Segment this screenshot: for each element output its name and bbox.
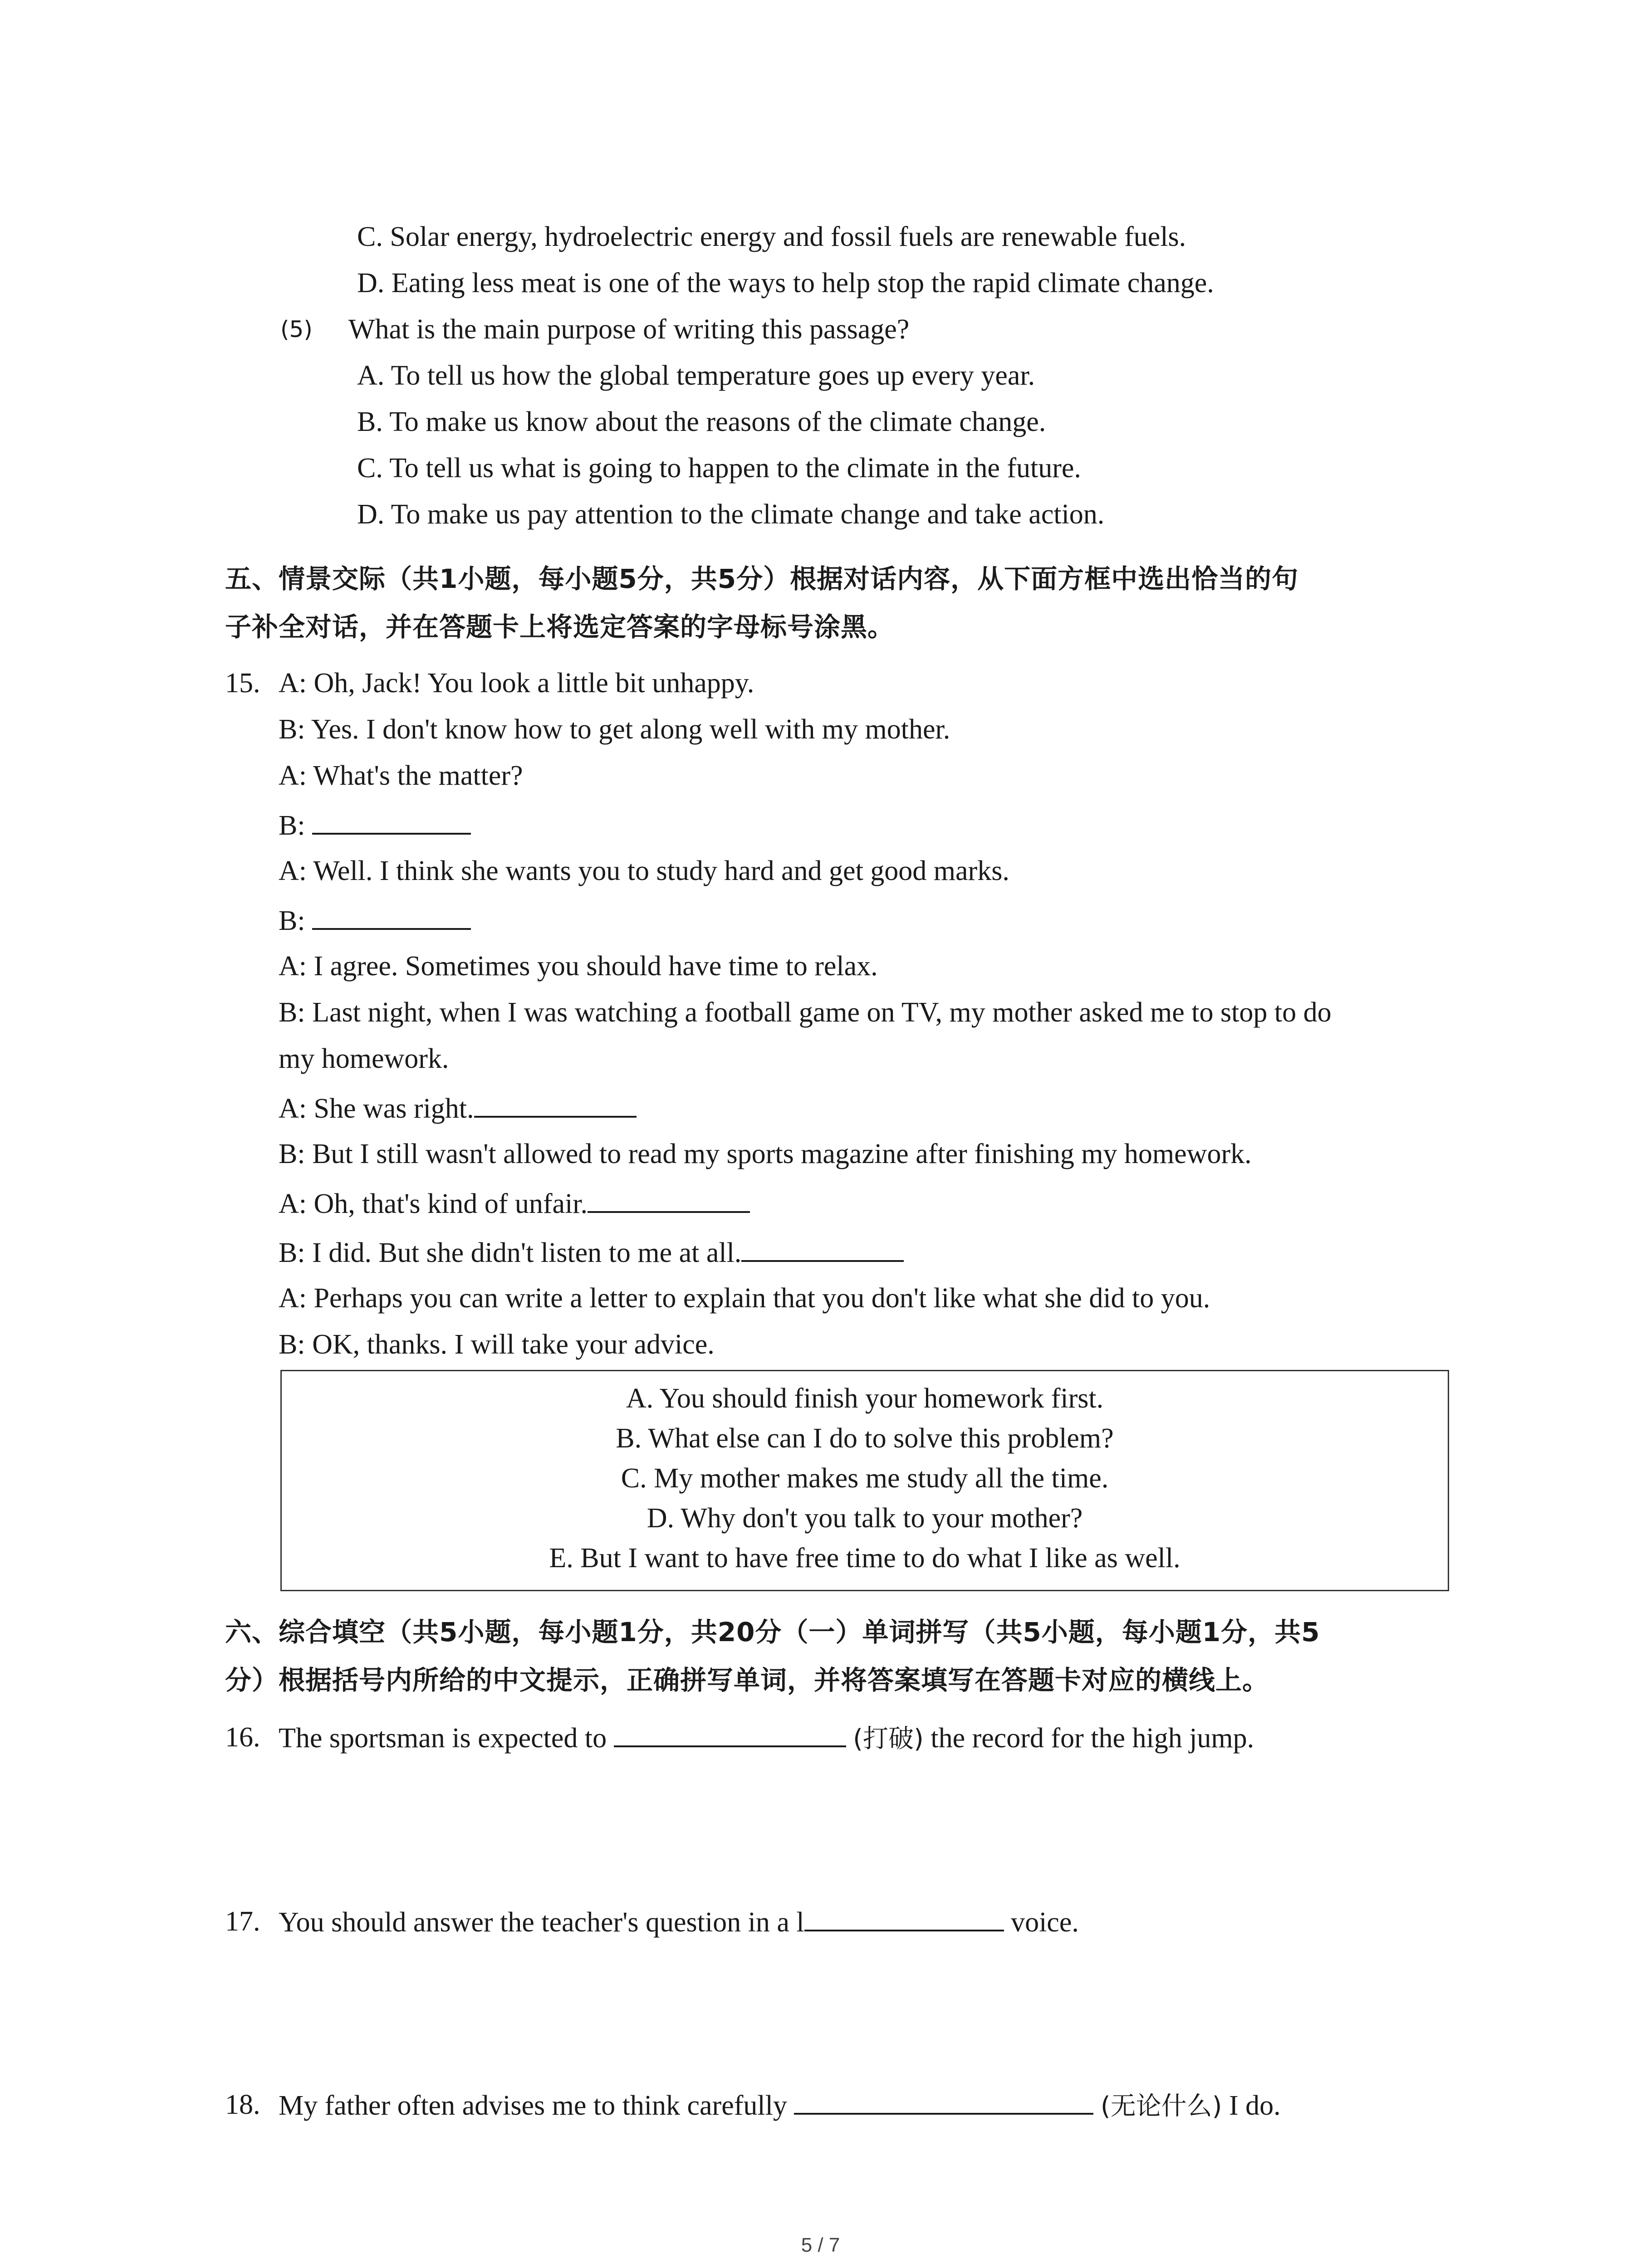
q15-line-12	[279, 1185, 750, 1222]
q14-option-d: D. Eating less meat is one of the ways to help stop the rapid climate change.	[357, 268, 1214, 298]
q15-line-8: B: Last night, when I was watching a football game on TV, my mother asked me to stop to do	[279, 997, 1332, 1028]
q16-number: 16.	[225, 1722, 260, 1753]
answer-blank-1[interactable]	[312, 807, 471, 835]
q15-number: 15.	[225, 668, 260, 699]
q15-line-15: B: OK, thanks. I will take your advice.	[279, 1329, 715, 1360]
q15-line-10	[279, 1090, 637, 1127]
q15-line-6-text: B:	[279, 905, 313, 936]
q14-sub5-option-d: D. To make us pay attention to the climate change and take action.	[357, 499, 1105, 530]
q14-sub5-option-b: B. To make us know about the reasons of the climate change.	[357, 406, 1046, 437]
q15-option-c: C. My mother makes me study all the time.	[621, 1463, 1109, 1494]
q15-line-3: A: What's the matter?	[279, 760, 523, 791]
q14-sub5-question: What is the main purpose of writing this passage?	[348, 314, 910, 345]
q18-answer-blank[interactable]	[794, 2087, 1093, 2115]
page-number: 5 / 7	[801, 2234, 840, 2256]
q15-line-13-text: B: I did. But she didn't listen to me at all.	[279, 1237, 742, 1268]
q15-line-7: A: I agree. Sometimes you should have time to relax.	[279, 951, 878, 982]
q18-text-before: My father often advises me to think carefully	[279, 2090, 794, 2121]
q17-text-after: voice.	[1004, 1907, 1079, 1938]
q16-text	[279, 1719, 1254, 1757]
q15-line-13	[279, 1234, 904, 1271]
answer-blank-2[interactable]	[312, 902, 471, 930]
q18-text-after: I do.	[1222, 2090, 1281, 2121]
q16-text-after: the record for the high jump.	[923, 1723, 1254, 1754]
q15-line-11: B: But I still wasn't allowed to read my sports magazine after finishing my homework.	[279, 1139, 1252, 1169]
q15-line-2: B: Yes. I don't know how to get along well with my mother.	[279, 714, 950, 745]
section5-heading-line2: 子补全对话，并在答题卡上将选定答案的字母标号涂黑。	[225, 611, 895, 642]
q15-option-a: A. You should finish your homework first.	[626, 1383, 1104, 1414]
q17-text	[279, 1903, 1079, 1941]
q15-option-e: E. But I want to have free time to do what I like as well.	[549, 1543, 1181, 1574]
q16-text-before: The sportsman is expected to	[279, 1723, 614, 1754]
q15-line-5: A: Well. I think she wants you to study hard and get good marks.	[279, 855, 1009, 886]
q15-line-10-text: A: She was right.	[279, 1093, 474, 1124]
q15-line-6	[279, 902, 471, 939]
q14-sub5-option-c: C. To tell us what is going to happen to the climate in the future.	[357, 453, 1081, 484]
section5-heading-line1: 五、情景交际（共1小题，每小题5分，共5分）根据对话内容，从下面方框中选出恰当的句	[225, 563, 1299, 594]
q15-line-4-text: B:	[279, 810, 313, 841]
q17-number: 17.	[225, 1906, 260, 1937]
q15-options-box	[280, 1370, 1449, 1591]
q15-line-9: my homework.	[279, 1043, 449, 1074]
q14-sub5-option-a: A. To tell us how the global temperature goes up every year.	[357, 360, 1035, 391]
section6-heading-line2: 分）根据括号内所给的中文提示，正确拼写单词，并将答案填写在答题卡对应的横线上。	[225, 1665, 1269, 1696]
q18-text	[279, 2087, 1281, 2125]
q14-sub5-number: (5)	[280, 316, 313, 342]
q15-option-d: D. Why don't you talk to your mother?	[647, 1503, 1083, 1534]
q15-line-14: A: Perhaps you can write a letter to explain that you don't like what she did to you.	[279, 1283, 1210, 1314]
answer-blank-4[interactable]	[588, 1185, 750, 1213]
q16-hint: (打破)	[853, 1724, 924, 1754]
q16-answer-blank[interactable]	[614, 1719, 846, 1747]
q17-text-before: You should answer the teacher's question in a l	[279, 1907, 804, 1938]
section6-heading-line1: 六、综合填空（共5小题，每小题1分，共20分（一）单词拼写（共5小题，每小题1分，共5	[225, 1617, 1320, 1647]
q17-answer-blank[interactable]	[804, 1903, 1004, 1931]
q15-line-12-text: A: Oh, that's kind of unfair.	[279, 1188, 588, 1219]
q18-number: 18.	[225, 2089, 260, 2120]
answer-blank-5[interactable]	[741, 1234, 904, 1262]
answer-blank-3[interactable]	[474, 1090, 637, 1118]
q15-option-b: B. What else can I do to solve this problem?	[616, 1423, 1114, 1454]
q14-option-c: C. Solar energy, hydroelectric energy and fossil fuels are renewable fuels.	[357, 221, 1186, 252]
q18-hint: (无论什么)	[1100, 2092, 1222, 2121]
q15-line-4	[279, 807, 471, 844]
q15-line-1: A: Oh, Jack! You look a little bit unhappy.	[279, 668, 754, 699]
